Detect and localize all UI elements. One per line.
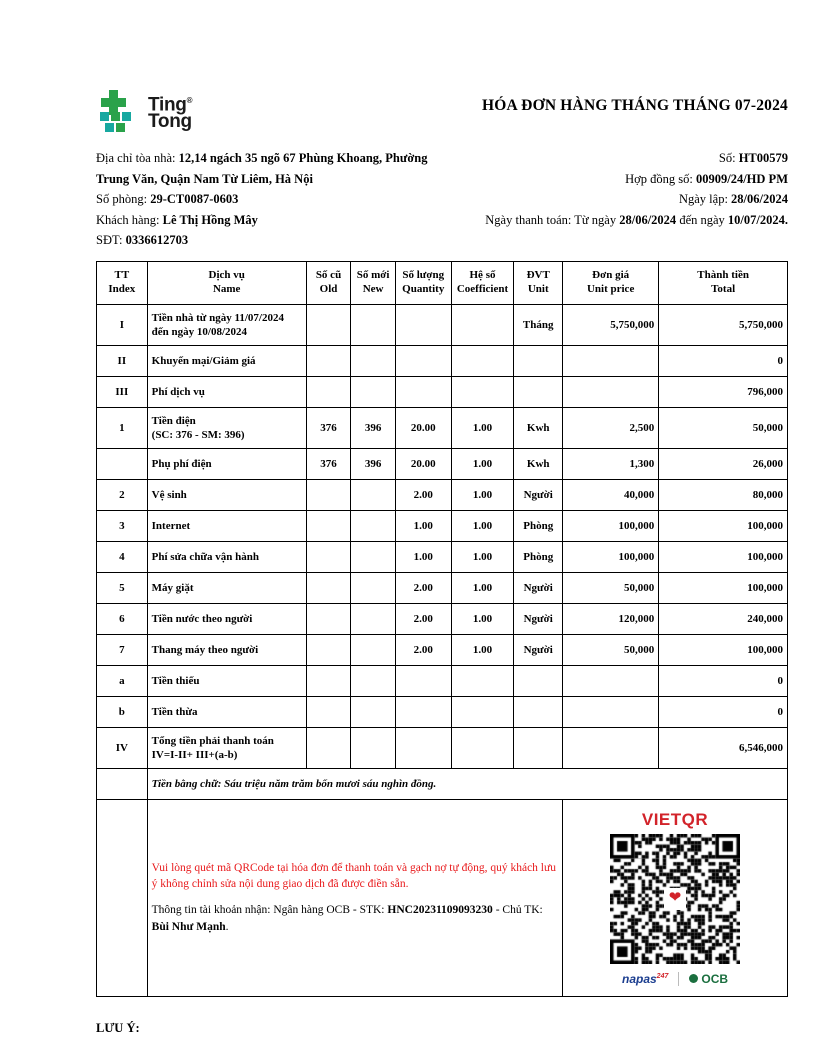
contract-block <box>625 169 788 190</box>
table-row <box>97 603 788 634</box>
account-mid: - Chủ TK: <box>495 903 543 916</box>
payment-label: Ngày thanh toán: Từ ngày <box>485 212 617 227</box>
cell-name: Tiền thiếu <box>147 665 306 696</box>
cell-name: Vệ sinh <box>147 479 306 510</box>
ocb-dot-icon <box>689 974 698 983</box>
cell-index: I <box>97 304 148 345</box>
cell-unit-price: 5,750,000 <box>563 304 659 345</box>
cell-old <box>306 304 351 345</box>
cell-new <box>351 572 396 603</box>
column-header-0: TT Index <box>97 261 148 304</box>
cell-unit: Kwh <box>514 407 563 448</box>
cell-unit-price <box>563 727 659 768</box>
ocb-label: OCB <box>701 971 729 986</box>
cell-coefficient: 1.00 <box>451 603 514 634</box>
cell-new <box>351 665 396 696</box>
qr-partner-logos <box>567 972 783 986</box>
payment-from: 28/06/2024 <box>619 212 677 227</box>
cell-new <box>351 696 396 727</box>
room-block <box>96 189 238 210</box>
cell-quantity: 2.00 <box>395 603 451 634</box>
cell-unit-price: 50,000 <box>563 572 659 603</box>
vietqr-logo <box>567 810 783 830</box>
invoice-header <box>96 84 788 134</box>
cell-quantity <box>395 304 451 345</box>
cell-unit <box>514 665 563 696</box>
table-row <box>97 448 788 479</box>
cell-name: Thang máy theo người <box>147 634 306 665</box>
cell-new <box>351 603 396 634</box>
invoice-info <box>96 148 788 251</box>
brand-wordmark <box>148 92 193 133</box>
cell-name: Internet <box>147 510 306 541</box>
cell-quantity: 1.00 <box>395 541 451 572</box>
cell-name: Khuyến mại/Giảm giá <box>147 345 306 376</box>
brand-name-line2: Tong <box>148 111 192 133</box>
cell-name: Tổng tiền phải thanh toán IV=I-II+ III+(a-b) <box>147 727 306 768</box>
cell-quantity <box>395 665 451 696</box>
cell-new <box>351 376 396 407</box>
column-header-4: Số lượng Quantity <box>395 261 451 304</box>
cell-index: III <box>97 376 148 407</box>
vietqr-label: VIETQR <box>641 809 709 829</box>
invoice-no-label: Số: <box>718 151 736 165</box>
payment-row <box>97 799 788 996</box>
cell-old <box>306 345 351 376</box>
cell-unit <box>514 376 563 407</box>
phone-value: 0336612703 <box>125 233 189 247</box>
cell-coefficient: 1.00 <box>451 448 514 479</box>
cell-new <box>351 541 396 572</box>
cell-old <box>306 510 351 541</box>
cell-index: 1 <box>97 407 148 448</box>
cell-coefficient: 1.00 <box>451 510 514 541</box>
cell-new: 396 <box>351 448 396 479</box>
invoice-no-value: HT00579 <box>738 151 788 165</box>
column-header-5: Hệ số Coefficient <box>451 261 514 304</box>
cell-total: 100,000 <box>659 572 788 603</box>
cell-total: 0 <box>659 665 788 696</box>
cell-unit-price <box>563 696 659 727</box>
info-row-customer <box>96 210 788 231</box>
column-header-6: ĐVT Unit <box>514 261 563 304</box>
cell-total: 26,000 <box>659 448 788 479</box>
cell-new <box>351 727 396 768</box>
cell-name: Tiền nhà từ ngày 11/07/2024 đến ngày 10/08/2024 <box>147 304 306 345</box>
cell-name: Phụ phí điện <box>147 448 306 479</box>
cell-total: 6,546,000 <box>659 727 788 768</box>
cell-unit-price: 40,000 <box>563 479 659 510</box>
table-row <box>97 634 788 665</box>
column-header-7: Đơn giá Unit price <box>563 261 659 304</box>
phone-label: SĐT: <box>96 233 123 247</box>
cell-index <box>97 448 148 479</box>
cell-coefficient: 1.00 <box>451 479 514 510</box>
cell-index: 3 <box>97 510 148 541</box>
cell-quantity <box>395 727 451 768</box>
payment-period-block <box>485 210 788 231</box>
address-value-line2: Trung Văn, Quận Nam Từ Liêm, Hà Nội <box>96 171 313 186</box>
cell-index: IV <box>97 727 148 768</box>
cell-total: 80,000 <box>659 479 788 510</box>
cell-unit-price: 2,500 <box>563 407 659 448</box>
address-label: Địa chỉ tòa nhà: <box>96 151 176 165</box>
table-row <box>97 304 788 345</box>
cell-quantity: 20.00 <box>395 407 451 448</box>
address-value: 12,14 ngách 35 ngõ 67 Phùng Khoang, Phường <box>178 151 428 165</box>
cell-old <box>306 727 351 768</box>
table-body <box>97 304 788 768</box>
table-row <box>97 727 788 768</box>
cell-old <box>306 665 351 696</box>
napas-logo <box>622 972 668 986</box>
amount-in-words-row <box>97 768 788 799</box>
created-block <box>679 189 788 210</box>
cell-coefficient: 1.00 <box>451 572 514 603</box>
qr-instruction-text: Vui lòng quét mã QRCode tại hóa đơn để thanh toán và gạch nợ tự động, quý khách lưu ý không chỉnh sửa nội dung giao dịch đã được điền sẵn. <box>151 861 556 890</box>
created-value: 28/06/2024 <box>731 192 788 206</box>
cell-unit-price: 100,000 <box>563 510 659 541</box>
customer-label: Khách hàng: <box>96 212 160 227</box>
cell-index: 4 <box>97 541 148 572</box>
cell-unit <box>514 696 563 727</box>
cell-total: 100,000 <box>659 634 788 665</box>
customer-value: Lê Thị Hồng Mây <box>162 212 258 227</box>
invoice-table <box>96 261 788 997</box>
brand-logo <box>96 84 192 134</box>
table-row <box>97 665 788 696</box>
cell-unit-price <box>563 345 659 376</box>
bank-account-info <box>152 902 558 936</box>
table-header-row <box>97 261 788 304</box>
cell-old <box>306 572 351 603</box>
cell-name: Phí sửa chữa vận hành <box>147 541 306 572</box>
cell-unit-price <box>563 665 659 696</box>
cell-new: 396 <box>351 407 396 448</box>
qr-cell <box>563 799 788 996</box>
cell-unit: Phòng <box>514 510 563 541</box>
cell-unit: Người <box>514 572 563 603</box>
napas-label: napas <box>621 971 657 986</box>
cell-unit-price: 50,000 <box>563 634 659 665</box>
cell-total: 50,000 <box>659 407 788 448</box>
phone-block <box>96 230 188 251</box>
cell-quantity: 2.00 <box>395 634 451 665</box>
napas-sup: 247 <box>656 972 669 980</box>
cell-unit <box>514 345 563 376</box>
tingtong-logo-icon <box>96 88 142 134</box>
amount-in-words: Tiền bằng chữ: Sáu triệu năm trăm bốn mươi sáu nghìn đồng. <box>147 768 787 799</box>
cell-name: Tiền thừa <box>147 696 306 727</box>
cell-coefficient <box>451 727 514 768</box>
cell-new <box>351 510 396 541</box>
column-header-2: Số cũ Old <box>306 261 351 304</box>
cell-unit: Người <box>514 634 563 665</box>
cell-new <box>351 634 396 665</box>
ocb-logo <box>689 972 728 986</box>
table-row <box>97 541 788 572</box>
contract-value: 00909/24/HD PM <box>695 171 788 186</box>
account-owner: Bùi Như Mạnh <box>151 920 226 933</box>
cell-new <box>351 304 396 345</box>
cell-unit: Kwh <box>514 448 563 479</box>
cell-old <box>306 479 351 510</box>
cell-total: 240,000 <box>659 603 788 634</box>
payment-spacer <box>97 799 148 996</box>
cell-unit-price: 100,000 <box>563 541 659 572</box>
cell-name: Phí dịch vụ <box>147 376 306 407</box>
cell-quantity: 2.00 <box>395 572 451 603</box>
column-header-8: Thành tiền Total <box>659 261 788 304</box>
cell-coefficient: 1.00 <box>451 541 514 572</box>
registered-mark: ® <box>186 95 193 105</box>
cell-quantity: 2.00 <box>395 479 451 510</box>
cell-coefficient <box>451 304 514 345</box>
table-row <box>97 376 788 407</box>
cell-coefficient <box>451 345 514 376</box>
heart-icon: ❤ <box>664 888 686 910</box>
column-header-1: Dịch vụ Name <box>147 261 306 304</box>
info-row-address2 <box>96 169 788 190</box>
cell-quantity <box>395 696 451 727</box>
qr-code[interactable] <box>610 834 740 964</box>
room-label: Số phòng: <box>96 192 148 206</box>
cell-unit: Người <box>514 603 563 634</box>
cell-coefficient <box>451 665 514 696</box>
cell-total: 796,000 <box>659 376 788 407</box>
account-number: HNC20231109093230 <box>387 903 493 916</box>
payment-mid: đến ngày <box>679 212 725 227</box>
cell-old <box>306 696 351 727</box>
cell-index: II <box>97 345 148 376</box>
cell-total: 100,000 <box>659 510 788 541</box>
room-value: 29-CT0087-0603 <box>150 192 239 206</box>
cell-old: 376 <box>306 407 351 448</box>
footer-note: LƯU Ý: <box>96 1020 140 1035</box>
cell-name: Tiền nước theo người <box>147 603 306 634</box>
invoice-no-block <box>719 148 788 169</box>
info-row-phone <box>96 230 788 251</box>
cell-coefficient: 1.00 <box>451 407 514 448</box>
cell-old <box>306 634 351 665</box>
cell-total: 0 <box>659 696 788 727</box>
contract-label: Hợp đồng số: <box>625 171 693 186</box>
cell-quantity <box>395 345 451 376</box>
cell-unit-price: 120,000 <box>563 603 659 634</box>
cell-coefficient <box>451 376 514 407</box>
cell-unit: Phòng <box>514 541 563 572</box>
created-label: Ngày lập: <box>678 192 728 206</box>
cell-old: 376 <box>306 448 351 479</box>
table-row <box>97 407 788 448</box>
cell-coefficient <box>451 696 514 727</box>
cell-new <box>351 479 396 510</box>
cell-old <box>306 376 351 407</box>
info-row-room <box>96 189 788 210</box>
cell-old <box>306 541 351 572</box>
table-row <box>97 510 788 541</box>
cell-unit-price <box>563 376 659 407</box>
table-row <box>97 345 788 376</box>
cell-name: Máy giặt <box>147 572 306 603</box>
cell-name: Tiền điện (SC: 376 - SM: 396) <box>147 407 306 448</box>
account-suffix: . <box>225 920 229 933</box>
amount-words-spacer <box>97 768 148 799</box>
brand-name-line1: Ting <box>148 94 187 116</box>
cell-new <box>351 345 396 376</box>
cell-quantity: 20.00 <box>395 448 451 479</box>
cell-total: 100,000 <box>659 541 788 572</box>
cell-index: b <box>97 696 148 727</box>
table-row <box>97 572 788 603</box>
payment-to: 10/07/2024. <box>727 212 788 227</box>
page-title: HÓA ĐƠN HÀNG THÁNG THÁNG 07-2024 <box>482 97 788 114</box>
cell-index: 2 <box>97 479 148 510</box>
customer-block <box>96 210 258 231</box>
cell-unit-price: 1,300 <box>563 448 659 479</box>
cell-index: 6 <box>97 603 148 634</box>
cell-index: 7 <box>97 634 148 665</box>
column-header-3: Số mới New <box>351 261 396 304</box>
cell-index: 5 <box>97 572 148 603</box>
cell-coefficient: 1.00 <box>451 634 514 665</box>
payment-note-cell <box>147 799 562 996</box>
address-block <box>96 148 427 169</box>
account-prefix: Thông tin tài khoản nhận: Ngân hàng OCB - STK: <box>151 903 385 916</box>
info-row-address <box>96 148 788 169</box>
cell-unit: Người <box>514 479 563 510</box>
table-row <box>97 479 788 510</box>
cell-index: a <box>97 665 148 696</box>
invoice-content <box>96 84 788 1036</box>
cell-unit: Tháng <box>514 304 563 345</box>
table-row <box>97 696 788 727</box>
cell-total: 0 <box>659 345 788 376</box>
cell-total: 5,750,000 <box>659 304 788 345</box>
cell-quantity: 1.00 <box>395 510 451 541</box>
logo-divider <box>678 972 679 986</box>
cell-quantity <box>395 376 451 407</box>
cell-unit <box>514 727 563 768</box>
cell-old <box>306 603 351 634</box>
